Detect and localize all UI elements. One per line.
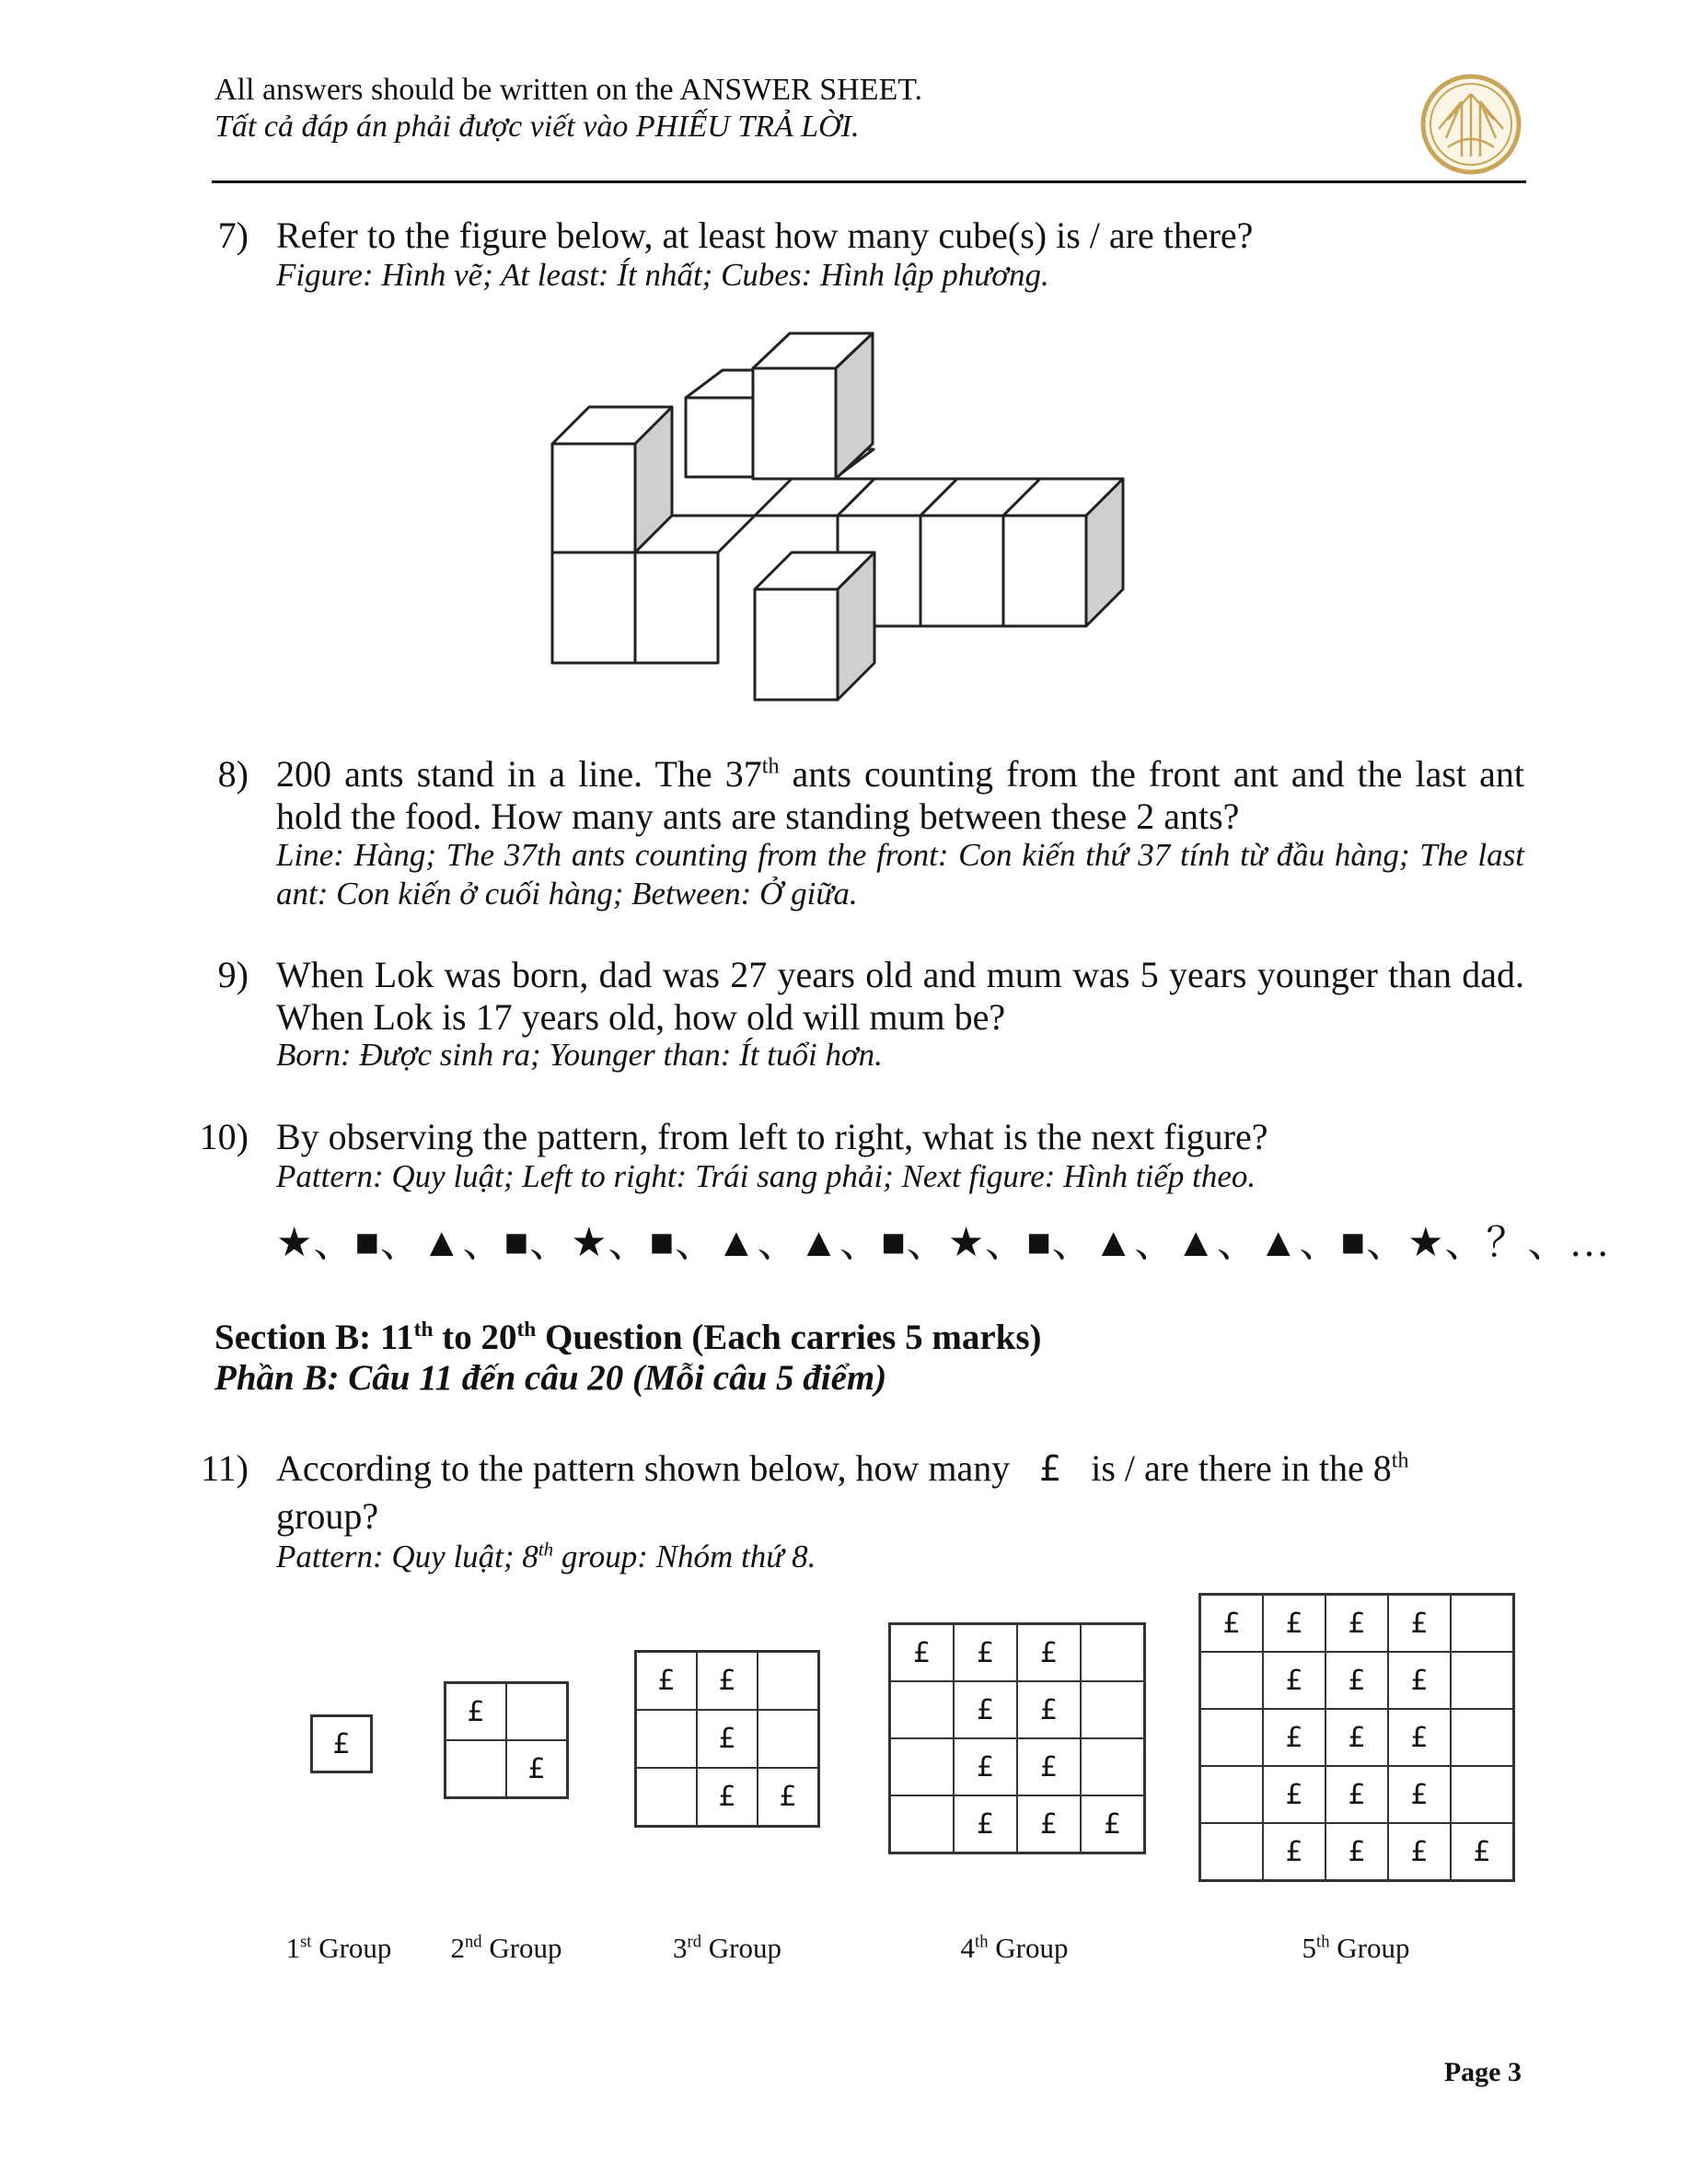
grid-cell: £ — [1017, 1738, 1081, 1795]
grid-cell: £ — [1388, 1595, 1451, 1652]
header-divider — [212, 180, 1526, 183]
grid-cell: £ — [1200, 1595, 1263, 1652]
grid-cell: £ — [1451, 1823, 1513, 1880]
group-label: 4th Group — [960, 1932, 1069, 1964]
header-instruction-vi: Tất cả đáp án phải được viết vào PHIẾU TRẢ LỜI. — [214, 110, 860, 144]
grid-cell: £ — [758, 1768, 818, 1826]
cube-figure — [515, 313, 1270, 718]
grid-cell — [1081, 1681, 1144, 1738]
grid-cell — [758, 1710, 818, 1768]
grid-cell: £ — [1017, 1624, 1081, 1681]
q11-number: 11) — [201, 1447, 249, 1489]
group-label: 3rd Group — [673, 1932, 781, 1964]
cube — [753, 333, 873, 479]
grid-cell: £ — [954, 1738, 1017, 1795]
cube — [755, 552, 874, 700]
grid-cell: £ — [312, 1716, 371, 1772]
q10-text: By observing the pattern, from left to right, what is the next figure? — [276, 1116, 1268, 1157]
q11-text: According to the pattern shown below, how many £ is / are there in the 8th — [276, 1447, 1409, 1489]
grid-cell: £ — [1263, 1766, 1325, 1823]
q11-translation: Pattern: Quy luật; 8th group: Nhóm thứ 8. — [276, 1538, 816, 1574]
q8-text: 200 ants stand in a line. The 37th ants counting from the front ant and the last ant hold the food. How many ants are standing between these 2 ants? — [276, 753, 1524, 837]
q9-text: When Lok was born, dad was 27 years old and mum was 5 years younger than dad. When Lok is 17 years old, how old will mum be? — [276, 954, 1524, 1038]
q11-text-cont: group? — [276, 1495, 379, 1537]
grid-cell: £ — [1388, 1709, 1451, 1766]
grid-cell: £ — [1388, 1652, 1451, 1709]
grid-cell: £ — [1081, 1795, 1144, 1853]
grid-cell — [758, 1652, 818, 1710]
page-number: Page 3 — [1443, 2057, 1522, 2087]
q7-text: Refer to the figure below, at least how many cube(s) is / are there? — [276, 215, 1254, 256]
grid-cell: £ — [1263, 1709, 1325, 1766]
grid-cell — [890, 1795, 954, 1853]
school-logo — [1420, 74, 1522, 175]
grid-cell: £ — [954, 1795, 1017, 1853]
q9-number: 9) — [217, 954, 249, 995]
grid-cell — [1200, 1652, 1263, 1709]
grid-cell: £ — [1017, 1795, 1081, 1853]
cube — [1003, 479, 1123, 626]
grid-cell: £ — [1325, 1595, 1388, 1652]
group-grid — [888, 1622, 1146, 1854]
grid-cell — [1451, 1766, 1513, 1823]
section-b-title: Section B: 11th to 20th Question (Each carries 5 marks) — [214, 1318, 1042, 1357]
group-label: 1st Group — [285, 1932, 392, 1964]
cube — [635, 516, 755, 663]
grid-cell: £ — [890, 1624, 954, 1681]
section-b-title-vi: Phần B: Câu 11 đến câu 20 (Mỗi câu 5 điểm) — [214, 1358, 887, 1398]
grid-cell — [1081, 1624, 1144, 1681]
grid-cell: £ — [506, 1740, 567, 1797]
grid-cell: £ — [697, 1768, 758, 1826]
grid-cell: £ — [1263, 1652, 1325, 1709]
grid-cell: £ — [697, 1652, 758, 1710]
cube — [552, 552, 635, 663]
grid-cell: £ — [1325, 1766, 1388, 1823]
grid-cell — [1451, 1652, 1513, 1709]
grid-cell: £ — [1263, 1595, 1325, 1652]
grid-cell — [1451, 1709, 1513, 1766]
grid-cell — [1200, 1709, 1263, 1766]
grid-cell: £ — [954, 1681, 1017, 1738]
grid-cell — [890, 1738, 954, 1795]
group-grid — [634, 1650, 820, 1828]
grid-cell — [890, 1681, 954, 1738]
q10-translation: Pattern: Quy luật; Left to right: Trái sang phải; Next figure: Hình tiếp theo. — [276, 1158, 1256, 1194]
grid-cell: £ — [1325, 1709, 1388, 1766]
q8-translation: Line: Hàng; The 37th ants counting from the front: Con kiến thứ 37 tính từ đầu hàng; The last ant: Con kiến ở cuối hàng; Between: Ở giữa. — [276, 837, 1524, 912]
group-label: 2nd Group — [450, 1932, 562, 1964]
q8-number: 8) — [217, 753, 249, 795]
grid-cell — [636, 1710, 697, 1768]
grid-cell — [636, 1768, 697, 1826]
q7-number: 7) — [217, 215, 249, 256]
grid-cell: £ — [1325, 1823, 1388, 1880]
group-grid — [310, 1714, 373, 1773]
grid-cell: £ — [954, 1624, 1017, 1681]
group-grid — [1198, 1593, 1515, 1882]
group-grid — [444, 1681, 569, 1799]
header-instruction: All answers should be written on the ANSWER SHEET. — [214, 73, 923, 107]
q7-translation: Figure: Hình vẽ; At least: Ít nhất; Cubes: Hình lập phương. — [276, 257, 1049, 293]
grid-cell — [1200, 1823, 1263, 1880]
grid-cell: £ — [1388, 1766, 1451, 1823]
grid-cell: £ — [1325, 1652, 1388, 1709]
grid-cell — [446, 1740, 506, 1797]
q10-symbol-sequence: ★、■、▲、■、★、■、▲、▲、■、★、■、▲、▲、▲、■、★、？、… — [276, 1220, 1611, 1265]
group-label: 5th Group — [1302, 1932, 1410, 1964]
pound-symbol: £ — [1039, 1448, 1062, 1489]
grid-cell: £ — [1263, 1823, 1325, 1880]
grid-cell: £ — [1388, 1823, 1451, 1880]
grid-cell: £ — [697, 1710, 758, 1768]
grid-cell — [1451, 1595, 1513, 1652]
q9-translation: Born: Được sinh ra; Younger than: Ít tuổi hơn. — [276, 1037, 883, 1073]
q10-number: 10) — [199, 1116, 249, 1157]
grid-cell: £ — [636, 1652, 697, 1710]
cube — [552, 407, 672, 552]
grid-cell — [506, 1683, 567, 1740]
grid-cell — [1200, 1766, 1263, 1823]
grid-cell: £ — [1017, 1681, 1081, 1738]
grid-cell — [1081, 1738, 1144, 1795]
grid-cell: £ — [446, 1683, 506, 1740]
